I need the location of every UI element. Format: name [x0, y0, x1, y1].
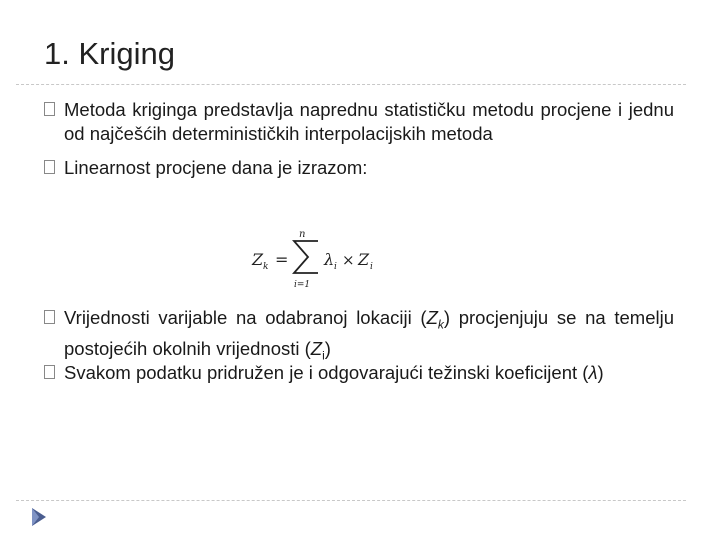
- bullet-box-icon: [44, 365, 55, 379]
- formula-rhs: Z: [358, 250, 370, 269]
- formula-sum-upper: n: [299, 229, 306, 240]
- bullet-box-icon: [44, 160, 55, 174]
- bullet-3-text: Vrijednosti varijable na odabranoj lokaciji $(Z_k)$ procjenjuju se na temelju postojećih okolnih vrijednosti $(Z_i)$: [64, 307, 674, 363]
- bottom-divider: [16, 500, 686, 501]
- bullet-3: [44, 306, 674, 367]
- formula-lambda: λ: [324, 250, 335, 269]
- formula-equals: =: [275, 250, 289, 269]
- summation-icon: [294, 241, 318, 273]
- bullet-1: [44, 98, 674, 146]
- formula-rhs-sub: i: [370, 262, 373, 272]
- formula-times: ×: [342, 251, 355, 269]
- slide-title: 1. Kriging: [44, 36, 175, 71]
- formula-lhs-sub: k: [263, 262, 269, 272]
- bullet-1-text: Metoda kriginga predstavlja naprednu statističku metodu procjene i jednu od najčešćih determinističkih interpolacijskih metoda: [64, 99, 674, 144]
- bullet-box-icon: [44, 102, 55, 116]
- bullet-2-text: Linearnost procjene dana je izrazom:: [64, 157, 368, 178]
- bullet-4-text: Svakom podatku pridružen je i odgovarajući težinski koeficijent (λ): [64, 362, 604, 383]
- bullet-box-icon: [44, 310, 55, 324]
- kriging-formula: [250, 225, 390, 291]
- bullet-2: [44, 156, 674, 180]
- top-divider: [16, 84, 686, 85]
- formula-sum-lower: i=1: [294, 280, 311, 290]
- next-slide-arrow-icon[interactable]: [30, 506, 48, 528]
- formula-lhs: Z: [252, 250, 264, 269]
- bullet-4: [44, 361, 674, 385]
- formula-lambda-sub: i: [334, 262, 337, 272]
